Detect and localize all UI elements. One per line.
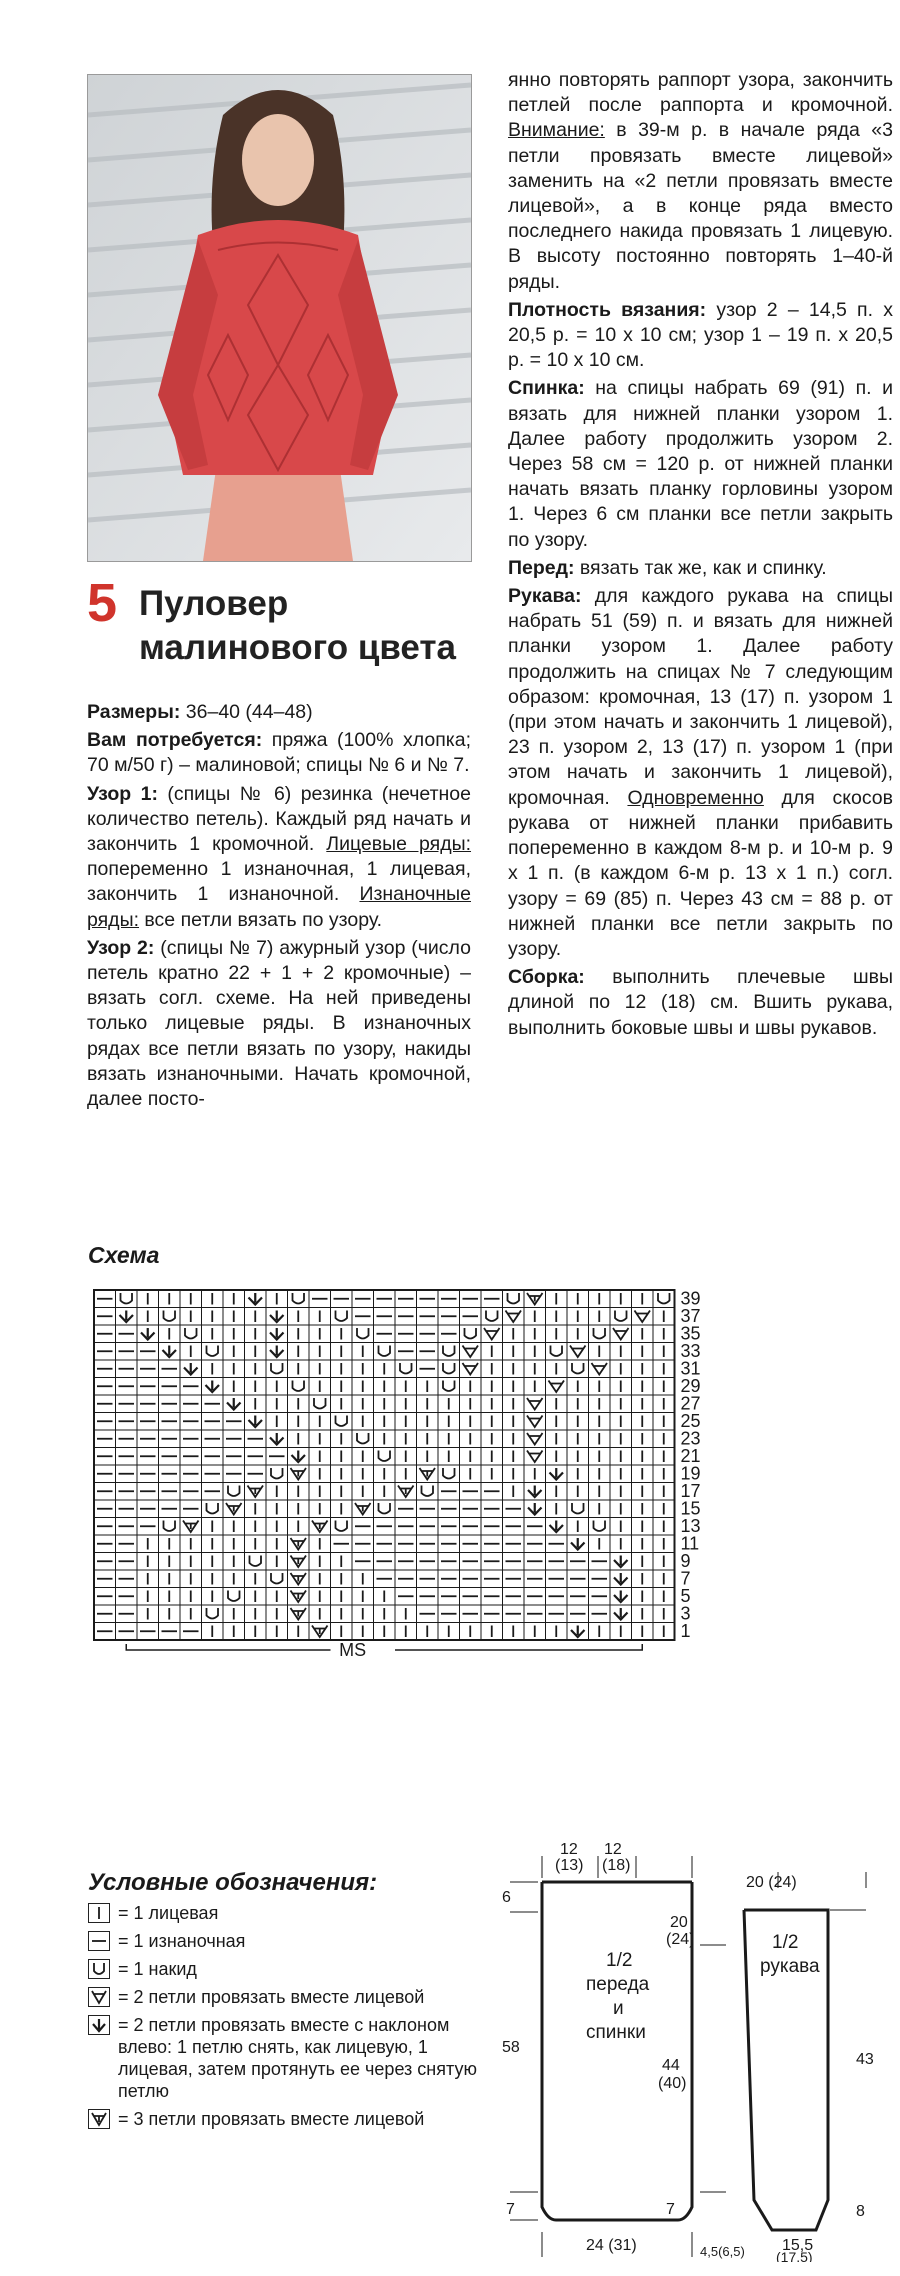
k3tog-symbol: [226, 1503, 242, 1515]
model-photo: [87, 74, 472, 562]
yarn-over-symbol: [615, 1311, 627, 1322]
row-number: 3: [680, 1603, 691, 1624]
legend-item: [88, 1986, 488, 2008]
dim-sleeve-hem: 8: [856, 2203, 865, 2220]
ssk-symbol: [528, 1486, 542, 1498]
dim-sleeve-length: 43: [856, 2051, 874, 2068]
yarn-over-symbol: [164, 1521, 176, 1532]
instructions-left: [87, 700, 471, 1115]
yarn-over-symbol: [185, 1328, 197, 1339]
row-number: 23: [680, 1428, 701, 1449]
yarn-over-symbol: [228, 1591, 240, 1602]
yarn-over-symbol: [293, 1381, 305, 1392]
density-paragraph: Плотность вязания: узор 2 – 14,5 п. х 20,5 р. = 10 х 10 см; узор 1 – 19 п. х 20,5 р. = 10 х 10 см.: [508, 298, 893, 372]
legend-text: = 1 лицевая: [118, 1903, 219, 1923]
back-paragraph: Спинка: на спицы набрать 69 (91) п. и вязать для нижней планки узором 1. Далее работу продолжить узором 2. Через 58 см = 120 р. от нижней планки начать вязать планку горловины узором 1. Через 6 см планки все петли закрыть по узору.: [508, 377, 893, 551]
legend-text: = 1 изнаночная: [118, 1931, 246, 1951]
row-number: 27: [680, 1393, 701, 1414]
repeat-label: MS: [339, 1640, 367, 1660]
row-number: 13: [680, 1516, 701, 1536]
ssk-symbol: [550, 1468, 564, 1480]
title-line-1: Пуловер: [139, 584, 289, 623]
yarn-over-symbol: [572, 1363, 584, 1374]
ssk-symbol: [550, 1521, 564, 1533]
k3tog-symbol: [291, 1573, 307, 1585]
k2tog-symbol: [484, 1328, 500, 1340]
article-number: 5: [87, 573, 118, 633]
yarn-over-symbol: [271, 1363, 283, 1374]
dim-armhole: 20: [670, 1914, 688, 1931]
yarn-over-symbol: [508, 1293, 520, 1304]
dim-sleeve-bottom-2: (17,5): [776, 2249, 813, 2262]
yarn-over-symbol: [422, 1486, 434, 1497]
ssk-symbol: [614, 1556, 628, 1568]
k3tog-icon: [88, 2109, 110, 2129]
k2tog-symbol: [506, 1311, 522, 1323]
yarn-over-symbol: [379, 1503, 391, 1514]
scheme-title: Схема: [88, 1242, 160, 1268]
yarn-over-symbol: [228, 1486, 240, 1497]
row-number: 39: [680, 1288, 701, 1309]
sleeve-label-2: рукава: [760, 1956, 820, 1977]
k3tog-symbol: [355, 1503, 371, 1515]
k3tog-symbol: [291, 1538, 307, 1550]
k3tog-symbol: [291, 1591, 307, 1603]
legend-item: [88, 2014, 488, 2102]
yarn-over-symbol: [293, 1293, 305, 1304]
row-number: 9: [680, 1551, 691, 1571]
ssk-symbol: [614, 1573, 628, 1585]
k3tog-symbol: [527, 1293, 543, 1305]
yarn-over-symbol: [572, 1503, 584, 1514]
garment-schematic: [490, 1842, 890, 2267]
row-number: 25: [680, 1411, 701, 1431]
chart-svg: [92, 1288, 732, 1828]
k3tog-symbol: [291, 1468, 307, 1480]
row-number: 17: [680, 1481, 701, 1501]
dim-side: 44: [662, 2057, 680, 2074]
yarn-over-symbol: [594, 1521, 606, 1532]
row-number: 5: [680, 1586, 691, 1606]
k3tog-symbol: [248, 1486, 264, 1498]
yarn-over-symbol: [486, 1311, 498, 1322]
instructions-right: [508, 68, 893, 1044]
yarn-over-symbol: [207, 1503, 219, 1514]
yarn-over-symbol: [443, 1381, 455, 1392]
ssk-symbol: [270, 1328, 284, 1340]
repeat-bracket: [126, 1644, 642, 1650]
k2tog-symbol: [527, 1433, 543, 1445]
yarn-over-symbol: [551, 1346, 563, 1357]
k2tog-symbol: [463, 1363, 479, 1375]
row-number: 29: [680, 1376, 701, 1396]
yarn-over-symbol: [336, 1416, 348, 1427]
sizes-paragraph: Размеры: 36–40 (44–48): [87, 701, 313, 723]
k3tog-symbol: [291, 1556, 307, 1568]
body-label-4: спинки: [586, 2022, 646, 2043]
k3tog-symbol: [420, 1468, 436, 1480]
row-number: 7: [680, 1568, 691, 1589]
ssk-symbol: [614, 1591, 628, 1603]
k2tog-symbol: [570, 1346, 586, 1358]
k2tog-symbol: [635, 1311, 651, 1323]
ssk-symbol: [292, 1451, 306, 1463]
ssk-symbol: [571, 1538, 585, 1550]
dim-sleeve-bottom: 15,5: [782, 2237, 814, 2254]
k2tog-symbol: [463, 1346, 479, 1358]
yarn-over-symbol: [271, 1573, 283, 1584]
yarn-over-symbol: [271, 1468, 283, 1479]
k3tog-symbol: [312, 1521, 328, 1533]
yarn-over-symbol: [250, 1556, 262, 1567]
ssk-symbol: [141, 1328, 155, 1340]
k2tog-symbol: [549, 1381, 565, 1393]
dim-top-right: 12: [604, 1842, 622, 1858]
dim-top-left-2: (13): [555, 1857, 584, 1874]
yarn-over-symbol: [443, 1363, 455, 1374]
ssk-symbol: [571, 1626, 585, 1638]
dim-width: 24 (31): [586, 2237, 637, 2254]
yarn-over-symbol: [379, 1346, 391, 1357]
pattern2-continued: янно повторять раппорт узора, закончить петлей после раппорта и кромочной. Внимание: в 39-м р. в начале ряда «3 петли провязать вместе лицевой» заменить на «2 петли провязать вместе лицевой», а в конце ряда вместо последнего накида провязать 1 лицевую. В высоту постоянно повторять 1–40-й ряды.: [508, 69, 893, 293]
legend-text: = 2 петли провязать вместе с наклоном влево: 1 петлю снять, как лицевую, 1 лицевая, затем протянуть ее через снятую петлю: [118, 2015, 477, 2101]
yarn-over-symbol: [443, 1468, 455, 1479]
k3tog-symbol: [312, 1626, 328, 1638]
pattern2-paragraph: Узор 2: (спицы № 7) ажурный узор (число петель кратно 22 + 1 + 2 кромочные) – вязать согл. схеме. На ней приведены только лицевые ряды. В изнаночных рядах все петли вязать по узору, накиды вязать изнаночными. Начать кромочной, далее посто-: [87, 936, 471, 1111]
legend-item: [88, 1902, 488, 1924]
ssk-symbol: [227, 1398, 241, 1410]
row-number: 1: [680, 1621, 691, 1641]
dim-top-left: 12: [560, 1842, 578, 1858]
yarn-over-symbol: [658, 1293, 670, 1304]
legend-title: Условные обозначения:: [88, 1869, 378, 1896]
row-number: 33: [680, 1341, 701, 1361]
yarn-over-symbol: [465, 1328, 477, 1339]
yarn-over-symbol: [207, 1608, 219, 1619]
body-label-2: переда: [586, 1974, 650, 1995]
row-number: 21: [680, 1446, 701, 1466]
ssk-symbol: [206, 1381, 220, 1393]
legend-item: [88, 1930, 488, 1952]
dim-neck: 6: [502, 1889, 511, 1906]
ssk-symbol: [184, 1363, 198, 1375]
legend-item: [88, 2108, 488, 2130]
k2tog-symbol: [527, 1451, 543, 1463]
row-number: 31: [680, 1358, 701, 1379]
yarn-over-symbol: [357, 1328, 369, 1339]
yarn-over-symbol: [164, 1311, 176, 1322]
dim-hem-right: 7: [666, 2201, 675, 2218]
ssk-symbol: [270, 1346, 284, 1358]
yarn-over-symbol: [400, 1363, 412, 1374]
row-number: 19: [680, 1463, 701, 1484]
k2tog-icon: [88, 1987, 110, 2007]
knit-icon: [88, 1903, 110, 1923]
yarn-over-icon: [88, 1959, 110, 1979]
dim-side-2: (40): [658, 2075, 687, 2092]
yarn-over-symbol: [443, 1346, 455, 1357]
legend-text: = 2 петли провязать вместе лицевой: [118, 1987, 425, 2007]
dim-sleeve-top: 20 (24): [746, 1874, 797, 1891]
row-number: 37: [680, 1306, 701, 1326]
yarn-over-symbol: [336, 1521, 348, 1532]
legend-item: [88, 1958, 488, 1980]
sleeve-paragraph: Рукава: для каждого рукава на спицы набрать 51 (59) п. и вязать для нижней планки узором 1. Далее работу продолжить на спицах № 7 следующим образом: кромочная, 13 (17) п. узором 1 (при этом начать и закончить 1 лицевой), 23 п. узором 2, 13 (17) п. узором 1 (при этом начать и закончить 1 лицевой), кромочная. Одновременно для скосов рукава от нижней планки прибавить попеременно в каждом 8-м р. и 10-м р. 9 х 1 п. (в каждом 6-м р. 13 х 1 п.) согл. узору = 69 (85) п. Через 43 см = 88 р. от нижней планки все петли закрыть по узору.: [508, 585, 894, 960]
dim-height: 58: [502, 2039, 520, 2056]
k3tog-symbol: [398, 1486, 414, 1498]
k2tog-symbol: [527, 1398, 543, 1410]
sleeve-label-1: 1/2: [772, 1932, 799, 1953]
legend-text: = 1 накид: [118, 1959, 197, 1979]
dim-top-right-2: (18): [602, 1857, 631, 1874]
front-paragraph: Перед: вязать так же, как и спинку.: [508, 556, 827, 579]
ssk-symbol: [249, 1293, 263, 1305]
k3tog-symbol: [291, 1608, 307, 1620]
materials-paragraph: Вам потребуется: пряжа (100% хлопка; 70 м/50 г) – малиновой; спицы № 6 и № 7.: [87, 729, 472, 777]
yarn-over-symbol: [314, 1398, 326, 1409]
yarn-over-symbol: [379, 1451, 391, 1462]
dim-hem-left: 7: [506, 2201, 515, 2218]
row-number: 35: [680, 1323, 701, 1344]
dim-armhole-2: (24): [666, 1931, 695, 1948]
k2tog-symbol: [613, 1328, 629, 1340]
yarn-over-symbol: [357, 1433, 369, 1444]
ssk-symbol: [120, 1311, 134, 1323]
k2tog-symbol: [592, 1363, 608, 1375]
ssk-icon: [88, 2015, 110, 2035]
yarn-over-symbol: [207, 1346, 219, 1357]
yarn-over-symbol: [336, 1311, 348, 1322]
ssk-symbol: [270, 1311, 284, 1323]
body-label-3: и: [613, 1998, 624, 2019]
knitting-chart: [92, 1288, 732, 1833]
assembly-paragraph: Сборка: выполнить плечевые швы длиной по 12 (18) см. Вшить рукава, выполнить боковые швы и швы рукавов.: [508, 966, 893, 1039]
ssk-symbol: [270, 1433, 284, 1445]
dim-sleeve-inc: 4,5(6,5): [700, 2244, 745, 2259]
ssk-symbol: [614, 1608, 628, 1620]
legend: [88, 1869, 488, 2136]
k2tog-symbol: [527, 1416, 543, 1428]
yarn-over-symbol: [594, 1328, 606, 1339]
pattern1-paragraph: Узор 1: (спицы № 6) резинка (нечетное количество петель). Каждый ряд начать и закончить 1 кромочной. Лицевые ряды: попеременно 1 изнаночная, 1 лицевая, закончить 1 изнаночной. Изнаночные ряды: все петли вязать по узору.: [87, 782, 472, 931]
ssk-symbol: [528, 1503, 542, 1515]
row-number: 15: [680, 1498, 701, 1519]
purl-icon: [88, 1931, 110, 1951]
ssk-symbol: [163, 1346, 177, 1358]
title-line-2: малинового цвета: [139, 628, 456, 667]
yarn-over-symbol: [121, 1293, 133, 1304]
row-number: 11: [680, 1533, 700, 1554]
ssk-symbol: [249, 1416, 263, 1428]
legend-text: = 3 петли провязать вместе лицевой: [118, 2109, 425, 2129]
body-label-1: 1/2: [606, 1950, 633, 1971]
k3tog-symbol: [183, 1521, 199, 1533]
